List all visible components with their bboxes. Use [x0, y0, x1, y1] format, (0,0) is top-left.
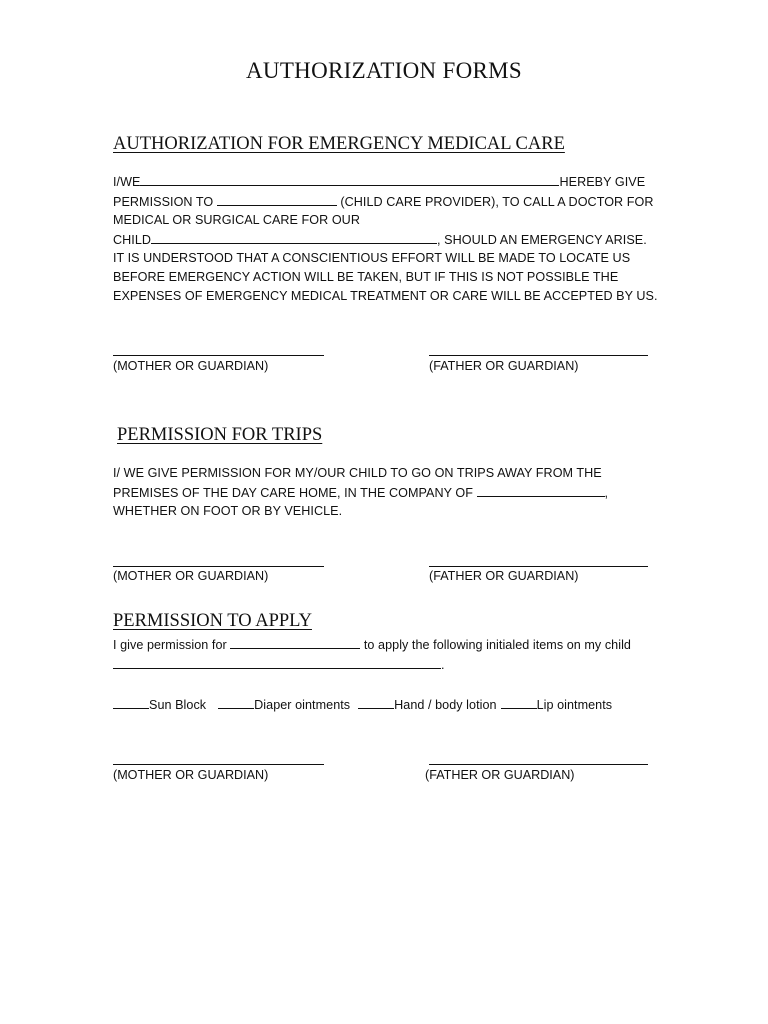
parent-name-field[interactable] — [140, 172, 559, 186]
father-label: (FATHER OR GUARDIAN) — [429, 359, 579, 373]
page-title: AUTHORIZATION FORMS — [246, 58, 522, 83]
sun-block-initial-field[interactable] — [113, 695, 149, 709]
item-diaper-ointments: Diaper ointments — [254, 698, 351, 712]
item-lip-ointments: Lip ointments — [536, 698, 613, 712]
emergency-heading: AUTHORIZATION FOR EMERGENCY MEDICAL CARE — [113, 134, 565, 154]
trips-line-3: WHETHER ON FOOT OR BY VEHICLE. — [113, 504, 343, 519]
provider-name-field[interactable] — [217, 192, 337, 206]
emergency-line-2: PERMISSION TO (CHILD CARE PROVIDER), TO CALL A DOCTOR FOR — [113, 192, 658, 212]
trips-line-1: I/ WE GIVE PERMISSION FOR MY/OUR CHILD TO GO ON TRIPS AWAY FROM THE — [113, 466, 602, 480]
hand-body-lotion-initial-field[interactable] — [358, 695, 394, 709]
father-signature-line[interactable] — [429, 355, 648, 356]
trips-father-label: (FATHER OR GUARDIAN) — [429, 569, 579, 583]
emergency-line-4: CHILD , SHOULD AN EMERGENCY ARISE. — [113, 230, 658, 250]
trips-line-2: PREMISES OF THE DAY CARE HOME, IN THE COMPANY OF , — [113, 483, 608, 503]
child-name-field[interactable] — [151, 230, 437, 244]
trips-paragraph — [113, 464, 608, 521]
trips-heading: PERMISSION FOR TRIPS — [117, 425, 323, 445]
trips-mother-signature-line[interactable] — [113, 566, 324, 567]
apply-paragraph — [113, 635, 631, 674]
apply-heading: PERMISSION TO APPLY — [113, 611, 312, 631]
apply-mother-label: (MOTHER OR GUARDIAN) — [113, 768, 269, 782]
apply-line-1: I give permission for to apply the following initialed items on my child — [113, 635, 631, 655]
item-hand-body-lotion: Hand / body lotion — [394, 698, 497, 712]
lip-ointments-initial-field[interactable] — [501, 695, 537, 709]
permission-for-field[interactable] — [230, 635, 360, 649]
emergency-line-6: BEFORE EMERGENCY ACTION WILL BE TAKEN, BUT IF THIS IS NOT POSSIBLE THE — [113, 269, 619, 284]
company-name-field[interactable] — [477, 483, 605, 497]
emergency-line-5: IT IS UNDERSTOOD THAT A CONSCIENTIOUS EFFORT WILL BE MADE TO LOCATE US — [113, 251, 631, 266]
apply-father-signature-line[interactable] — [429, 764, 648, 765]
item-sun-block: Sun Block — [149, 698, 207, 712]
diaper-ointments-initial-field[interactable] — [218, 695, 254, 709]
mother-signature-line[interactable] — [113, 355, 324, 356]
apply-father-label: (FATHER OR GUARDIAN) — [425, 768, 575, 782]
emergency-line-1: I/WE HEREBY GIVE — [113, 172, 658, 192]
emergency-line-7: EXPENSES OF EMERGENCY MEDICAL TREATMENT OR CARE WILL BE ACCEPTED BY US. — [113, 288, 658, 303]
child-name-apply-field[interactable] — [113, 655, 441, 669]
emergency-line-3: MEDICAL OR SURGICAL CARE FOR OUR — [113, 213, 360, 228]
apply-line-2: . — [113, 655, 631, 675]
apply-mother-signature-line[interactable] — [113, 764, 324, 765]
trips-mother-label: (MOTHER OR GUARDIAN) — [113, 569, 269, 583]
apply-items — [113, 695, 612, 715]
mother-label: (MOTHER OR GUARDIAN) — [113, 359, 269, 373]
trips-father-signature-line[interactable] — [429, 566, 648, 567]
emergency-paragraph — [113, 172, 658, 305]
